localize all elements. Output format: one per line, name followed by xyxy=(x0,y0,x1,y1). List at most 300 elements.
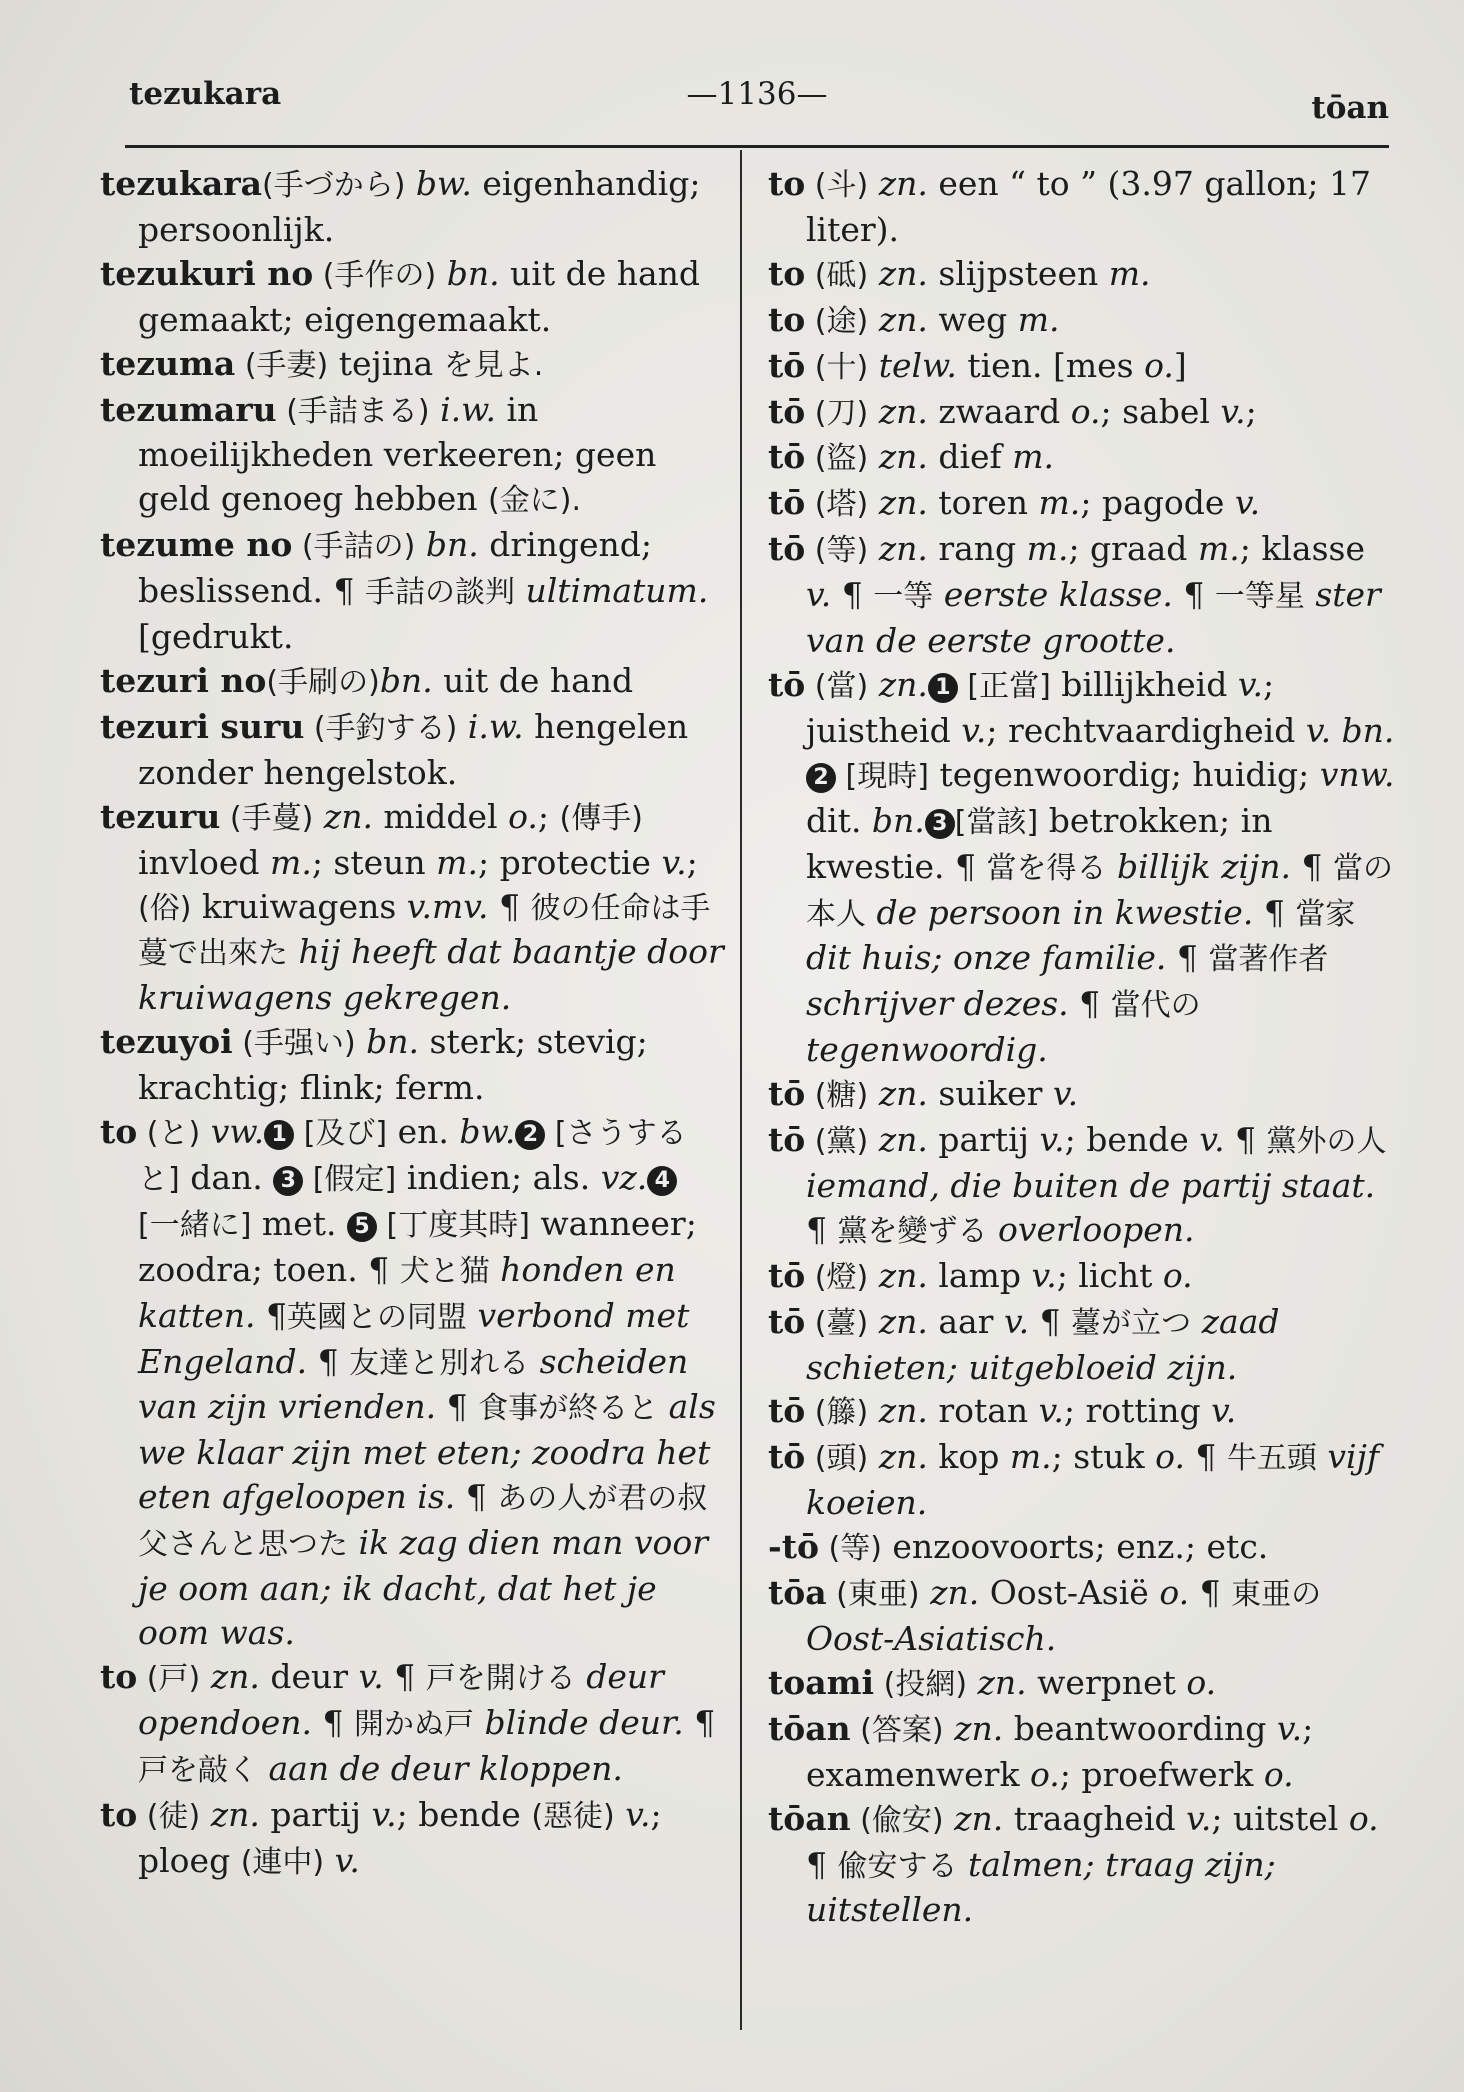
definition-text: ¶ xyxy=(307,1341,350,1381)
definition-text: enzoovoorts; enz.; etc. xyxy=(881,1527,1269,1567)
example-translation: deur opendoen. xyxy=(138,1656,664,1742)
grammar-label: v. xyxy=(324,1840,360,1880)
definition-text: rang xyxy=(927,529,1027,569)
japanese-text: 牛五頭 xyxy=(1226,1441,1317,1477)
definition-text: ; klasse xyxy=(1239,529,1365,569)
dictionary-entry xyxy=(768,298,1396,344)
grammar-label: telw. xyxy=(868,345,957,385)
japanese-text: (十) xyxy=(805,349,869,385)
definition-text: uit de hand gemaakt; eigengemaakt. xyxy=(138,253,701,339)
definition-text: en. xyxy=(387,1112,460,1152)
definition-text: billijkheid xyxy=(1050,664,1238,704)
dictionary-entry xyxy=(768,481,1396,527)
definition-text: indien; als. xyxy=(396,1157,601,1197)
grammar-label: bn. xyxy=(871,800,925,840)
headword: tezukuri no xyxy=(100,253,314,293)
grammar-label: v. xyxy=(1234,483,1261,523)
grammar-label: vz. xyxy=(600,1157,648,1197)
example-translation: overloopen. xyxy=(987,1209,1195,1249)
dictionary-entry xyxy=(768,1118,1396,1254)
japanese-text: (答案) xyxy=(850,1712,944,1748)
grammar-label: v. xyxy=(358,1656,384,1696)
definition-text: sterk; stevig; krachtig; flink; ferm. xyxy=(138,1022,648,1108)
japanese-text: (手釣する) xyxy=(304,710,458,746)
definition-text: ; bende xyxy=(1064,1120,1200,1160)
page-number: —1136— xyxy=(686,76,828,112)
japanese-text: [一緒に] xyxy=(138,1207,252,1243)
example-translation: eerste klasse. xyxy=(933,575,1173,615)
dictionary-entry xyxy=(100,659,728,705)
grammar-label: m. xyxy=(1026,529,1069,569)
definition-text: ¶ xyxy=(1291,846,1333,886)
definition-text: ¶ xyxy=(1172,575,1215,615)
grammar-label: bw. xyxy=(405,164,472,203)
japanese-text: [丁度其時] xyxy=(376,1207,530,1243)
japanese-text: (途) xyxy=(805,303,869,339)
definition-text: ; protectie xyxy=(477,842,662,882)
dictionary-entry xyxy=(768,663,1396,1072)
headword: tezuru xyxy=(100,796,221,836)
definition-text: ; steun xyxy=(311,842,437,882)
grammar-label: bn. xyxy=(379,660,433,700)
japanese-text: (手作の) xyxy=(313,257,437,293)
dictionary-entry xyxy=(768,1661,1396,1707)
dictionary-entry xyxy=(100,1793,728,1885)
dictionary-entry xyxy=(768,1525,1396,1571)
grammar-label: v. xyxy=(1186,1798,1212,1838)
japanese-text: (手刷の) xyxy=(266,664,380,700)
japanese-text: 當を得る xyxy=(986,850,1107,886)
example-translation: talmen; traag zijn; uitstellen. xyxy=(806,1844,1276,1930)
sense-number: 1 xyxy=(264,1120,294,1150)
definition-text: ¶ xyxy=(383,1656,426,1696)
headword: tezuri no xyxy=(100,660,267,700)
column-divider xyxy=(740,150,742,2030)
japanese-text: (頭) xyxy=(805,1441,869,1477)
definition-text: ¶ xyxy=(312,1702,355,1742)
grammar-label: m. xyxy=(1038,483,1081,523)
example-translation: schrijver dezes. xyxy=(806,984,1069,1024)
grammar-label: bn. xyxy=(355,1022,420,1062)
grammar-label: zn. xyxy=(868,299,928,339)
japanese-text: (盜) xyxy=(805,441,869,477)
definition-text: partij xyxy=(259,1794,372,1834)
definition-text: werpnet xyxy=(1026,1662,1187,1702)
japanese-text: [及び] xyxy=(294,1116,388,1152)
grammar-label: v. xyxy=(1038,1391,1064,1431)
example-translation: zaad schieten; uitgebloeid zijn. xyxy=(806,1301,1280,1387)
definition-text: ¶ xyxy=(1029,1301,1072,1341)
definition-text: dan. xyxy=(179,1157,274,1197)
grammar-label: o. xyxy=(1186,1662,1217,1702)
definition-text: ; xyxy=(1245,391,1257,431)
dictionary-entry xyxy=(768,1389,1396,1435)
definition-text: ; examenwerk xyxy=(806,1708,1314,1794)
sense-number: 2 xyxy=(806,763,836,793)
dictionary-entry xyxy=(768,1571,1396,1661)
definition-text: dief xyxy=(927,437,1013,477)
japanese-text: (戸) xyxy=(137,1660,201,1696)
japanese-text: 東亜の xyxy=(1231,1577,1322,1613)
grammar-label: zn. xyxy=(868,1255,928,1295)
definition-text: ¶ xyxy=(1189,1573,1232,1613)
headword: to xyxy=(100,1112,138,1152)
japanese-text: 黨を變ずる xyxy=(837,1213,988,1249)
japanese-text: 當著作者 xyxy=(1208,942,1329,978)
japanese-text: (當) xyxy=(805,668,869,704)
headword: tezumaru xyxy=(100,389,277,429)
definition-text: deur xyxy=(259,1656,359,1696)
headword: -tō xyxy=(768,1527,819,1567)
japanese-text: (手詰の) xyxy=(292,529,416,565)
japanese-text: 當代の xyxy=(1110,988,1201,1024)
grammar-label: v. xyxy=(371,1794,397,1834)
japanese-text: (惡徒) xyxy=(531,1798,615,1834)
headword: to xyxy=(100,1794,138,1834)
header-first-word: tezukara xyxy=(129,76,282,112)
example-translation: tegenwoordig. xyxy=(806,1030,1048,1070)
definition-text: tien. [mes xyxy=(956,345,1145,385)
japanese-text: 戸を開ける xyxy=(425,1660,576,1696)
grammar-label: v. xyxy=(1220,391,1246,431)
grammar-label: v. xyxy=(1276,1708,1303,1748)
grammar-label: zn. xyxy=(313,796,373,836)
japanese-text: (東亜) xyxy=(826,1577,920,1613)
example-translation: hij heeft dat baantje door kruiwagens gekregen. xyxy=(138,932,724,1018)
japanese-text: 一等星 xyxy=(1214,579,1305,615)
definition-text: slijpsteen xyxy=(927,253,1109,293)
grammar-label: o. xyxy=(1070,391,1101,431)
definition-text: lamp xyxy=(927,1255,1032,1295)
definition-text: wanneer; zoodra; toen. ¶ xyxy=(138,1203,697,1289)
dictionary-entry xyxy=(768,1707,1396,1797)
japanese-text: (連中) xyxy=(240,1844,325,1880)
grammar-label: v. xyxy=(1052,1074,1079,1114)
dictionary-entry xyxy=(100,1655,728,1793)
sense-number: 3 xyxy=(925,809,955,839)
grammar-label: o. xyxy=(1159,1573,1190,1613)
japanese-text: (斗) xyxy=(805,168,869,203)
grammar-label: zn. xyxy=(868,253,928,293)
grammar-label: bw. xyxy=(459,1112,516,1152)
grammar-label: vnw. xyxy=(1319,754,1395,794)
dictionary-entry xyxy=(768,252,1396,298)
grammar-label: zn. xyxy=(967,1662,1027,1702)
grammar-label: zn. xyxy=(868,529,928,569)
grammar-label: v. xyxy=(1031,1255,1057,1295)
japanese-text: 手詰の談判 xyxy=(364,575,515,611)
japanese-text: [さうすると] xyxy=(138,1116,687,1197)
sense-number: 3 xyxy=(273,1166,303,1196)
japanese-text: 黨外の人 xyxy=(1266,1124,1387,1160)
headword: tō xyxy=(768,1437,806,1477)
example-translation: ik zag dien man voor je oom aan; ik dacht, dat het je oom was. xyxy=(138,1523,709,1652)
dictionary-entry xyxy=(100,1020,728,1110)
headword: tezuma xyxy=(100,343,236,383)
grammar-label: v. xyxy=(1003,1301,1030,1341)
definition-text: ; uitstel xyxy=(1211,1798,1349,1838)
grammar-label: zn. xyxy=(868,664,928,704)
definition-text: ; bende xyxy=(396,1794,532,1834)
japanese-text: 偸安する xyxy=(837,1848,958,1884)
japanese-text: 彼の任命は手蔓で出來た xyxy=(138,890,711,972)
example-translation: scheiden van zijn vrienden. xyxy=(138,1341,689,1427)
example-translation: aan de deur kloppen. xyxy=(258,1748,623,1788)
grammar-label: zn. xyxy=(943,1708,1004,1748)
japanese-text: (籐) xyxy=(805,1395,869,1431)
headword: tō xyxy=(768,345,806,385)
sense-number: 1 xyxy=(928,673,958,703)
definition-text: suiker xyxy=(927,1074,1053,1114)
japanese-text: (等) xyxy=(805,533,869,569)
definition-text: ; licht xyxy=(1056,1255,1163,1295)
headword: tō xyxy=(768,391,806,431)
japanese-text: (手詰まる) xyxy=(276,393,430,429)
example-translation: honden en katten. xyxy=(138,1249,676,1335)
headword: tō xyxy=(768,1255,806,1295)
example-translation: vijf koeien. xyxy=(806,1437,1380,1523)
definition-text: ; sabel xyxy=(1100,391,1221,431)
definition-text: middel xyxy=(372,796,509,836)
headword: tō xyxy=(768,437,806,477)
headword: tō xyxy=(768,483,806,523)
headword: tezukara xyxy=(100,164,262,203)
definition-text: ; xyxy=(686,842,698,882)
japanese-text: (燈) xyxy=(805,1259,869,1295)
grammar-label: zn. xyxy=(868,164,928,203)
definition-text: ; graad xyxy=(1068,529,1198,569)
definition-text: weg xyxy=(927,299,1018,339)
dictionary-entry xyxy=(768,1300,1396,1390)
definition-text: ¶ xyxy=(1224,1120,1267,1160)
definition-text: ¶ xyxy=(1166,938,1209,978)
definition-text: beantwoording xyxy=(1003,1708,1277,1748)
japanese-text: (投網) xyxy=(874,1666,968,1702)
grammar-label: zn. xyxy=(868,1074,928,1114)
definition-text: partij xyxy=(927,1120,1040,1160)
grammar-label: zn. xyxy=(868,1120,928,1160)
japanese-text: (徒) xyxy=(137,1798,201,1834)
grammar-label: v. xyxy=(1199,1120,1225,1160)
grammar-label: zn. xyxy=(868,483,928,523)
headword: tōan xyxy=(768,1798,851,1838)
grammar-label: m. xyxy=(1009,1437,1052,1477)
headword: tezuri suru xyxy=(100,706,305,746)
grammar-label: m. xyxy=(1017,299,1060,339)
headword: to xyxy=(768,299,806,339)
dictionary-entry xyxy=(100,705,728,795)
japanese-text: 一等 xyxy=(873,579,934,615)
grammar-label: zn. xyxy=(868,1437,928,1477)
grammar-label: zn. xyxy=(943,1798,1004,1838)
japanese-text: 戸を敲く xyxy=(138,1752,258,1788)
header-last-word: tōan xyxy=(1311,90,1389,126)
dictionary-entry xyxy=(768,1072,1396,1118)
definition-text: aar xyxy=(927,1301,1004,1341)
japanese-text: (塔) xyxy=(805,487,869,523)
japanese-text: 薹が立つ xyxy=(1071,1305,1192,1341)
dictionary-entry xyxy=(768,162,1396,252)
japanese-text: [當該] xyxy=(954,804,1039,840)
dictionary-entry xyxy=(768,435,1396,481)
example-translation: dit huis; onze familie. xyxy=(806,938,1167,978)
definition-text: ¶ xyxy=(831,575,874,615)
dictionary-entry xyxy=(100,388,728,524)
dictionary-entry xyxy=(100,342,728,388)
headword: tō xyxy=(768,664,806,704)
definition-text: traagheid xyxy=(1003,1798,1187,1838)
japanese-text: (等) xyxy=(818,1531,882,1567)
dictionary-entry xyxy=(768,344,1396,390)
definition-text: ; rotting xyxy=(1063,1391,1212,1431)
headword: to xyxy=(768,253,806,293)
japanese-text: 犬と猫 xyxy=(399,1253,490,1289)
definition-text: dringend; beslissend. ¶ xyxy=(138,525,653,611)
definition-text: ; pagode xyxy=(1080,483,1235,523)
grammar-label: zn. xyxy=(919,1573,980,1613)
headword: tezume no xyxy=(100,525,293,565)
definition-text: kop xyxy=(927,1437,1010,1477)
example-translation: verbond met Engeland. xyxy=(138,1295,690,1381)
definition-text: ¶ xyxy=(1184,1437,1227,1477)
definition-text: ¶ xyxy=(436,1387,479,1427)
headword: toami xyxy=(768,1662,875,1702)
grammar-label: v. xyxy=(961,710,987,750)
dictionary-entry xyxy=(768,1254,1396,1300)
headword: tezuyoi xyxy=(100,1022,233,1062)
dictionary-entry xyxy=(768,1435,1396,1525)
japanese-text: (偸安) xyxy=(850,1802,944,1838)
example-translation: ster van de eerste grootte. xyxy=(806,575,1381,661)
definition-text: toren xyxy=(927,483,1039,523)
japanese-text: (手妻) xyxy=(235,347,329,383)
definition-text: tegenwoordig; huidig; xyxy=(928,754,1320,794)
grammar-label: i.w. xyxy=(429,389,496,429)
header-rule xyxy=(125,145,1389,148)
definition-text: eigenhandig; persoonlijk. xyxy=(138,164,701,249)
definition-text: een “ to ” (3.97 gallon; 17 liter). xyxy=(806,164,1371,249)
example-translation: de persoon in kwestie. xyxy=(866,892,1254,932)
japanese-text: (俗) xyxy=(138,890,192,926)
definition-text: Oost-Asië xyxy=(979,1573,1160,1613)
dictionary-entry xyxy=(768,390,1396,436)
japanese-text: [現時] xyxy=(836,758,929,794)
definition-text: kruiwagens xyxy=(191,886,407,926)
grammar-label: o. xyxy=(1144,345,1174,385)
grammar-label: o. xyxy=(1162,1255,1193,1295)
japanese-text: 食事が終ると xyxy=(478,1391,659,1427)
japanese-text: (糖) xyxy=(805,1078,869,1114)
headword: to xyxy=(768,164,806,203)
headword: tōa xyxy=(768,1573,827,1613)
grammar-label: v. xyxy=(661,842,687,882)
dictionary-entry xyxy=(768,527,1396,663)
grammar-label: zn. xyxy=(200,1794,260,1834)
example-translation: als we klaar zijn met eten; zoodra het eten afgeloopen is. xyxy=(138,1387,716,1517)
grammar-label: o. xyxy=(1029,1754,1060,1794)
dictionary-entry xyxy=(100,523,728,659)
grammar-label: m. xyxy=(1108,253,1151,293)
grammar-label: vw. xyxy=(200,1112,265,1152)
headword: tō xyxy=(768,1120,806,1160)
definition-text: ¶ xyxy=(488,886,531,926)
grammar-label: v. xyxy=(806,575,832,615)
definition-text: ¶ xyxy=(1068,984,1111,1024)
japanese-text: (傳手) xyxy=(559,800,643,836)
definition-text: betrokken; in kwestie. ¶ xyxy=(806,800,1273,886)
dictionary-entry xyxy=(768,1797,1396,1933)
definition-text: zwaard xyxy=(927,391,1071,431)
definition-text: in moeilijkheden verkeeren; geen geld genoeg hebben xyxy=(138,389,657,519)
sense-number: 2 xyxy=(515,1120,545,1150)
grammar-label: v. xyxy=(1211,1391,1237,1431)
definition-text: invloed xyxy=(138,842,271,882)
headword: tōan xyxy=(768,1708,851,1748)
grammar-label: m. xyxy=(1012,437,1055,477)
japanese-text: (刀) xyxy=(805,395,869,431)
grammar-label: i.w. xyxy=(457,706,524,746)
japanese-text: (金に). xyxy=(488,483,581,519)
definition-text: ¶ xyxy=(806,1844,838,1884)
grammar-label: m. xyxy=(270,842,312,882)
japanese-text: (黨) xyxy=(805,1124,869,1160)
grammar-label: bn. xyxy=(415,525,479,565)
definition-text: rotan xyxy=(927,1391,1039,1431)
grammar-label: zn. xyxy=(868,391,928,431)
dictionary-entry xyxy=(100,252,728,342)
japanese-text: (と) xyxy=(137,1116,201,1152)
japanese-text: あの人が君の叔父さんと思つた xyxy=(138,1481,708,1563)
example-translation: Oost-Asiatisch. xyxy=(806,1619,1057,1658)
grammar-label: v. xyxy=(1039,1120,1065,1160)
japanese-text: (砥) xyxy=(805,257,869,293)
headword: to xyxy=(100,1656,138,1696)
definition-text: dit. xyxy=(806,800,872,840)
dictionary-entry xyxy=(100,795,728,1021)
definition-text: hengelen zonder hengelstok. xyxy=(138,706,689,792)
japanese-text: 當の本人 xyxy=(806,850,1393,932)
headword: tō xyxy=(768,529,806,569)
grammar-label: m. xyxy=(1197,529,1240,569)
japanese-text: を見よ. xyxy=(443,347,544,383)
japanese-text: (手蔓) xyxy=(220,800,314,836)
japanese-text: (手づから) xyxy=(262,168,406,203)
definition-text: met. xyxy=(251,1203,347,1243)
grammar-label: zn. xyxy=(200,1656,260,1696)
definition-text: ¶ xyxy=(806,1209,838,1249)
right-column xyxy=(768,162,1396,1932)
sense-number: 5 xyxy=(347,1212,377,1242)
definition-text: [gedrukt. xyxy=(138,617,294,657)
definition-text: ¶ xyxy=(455,1477,498,1517)
japanese-text: 當家 xyxy=(1295,896,1356,932)
japanese-text: 開かぬ戸 xyxy=(354,1706,475,1742)
grammar-label: zn. xyxy=(868,1391,928,1431)
grammar-label: v.mv. xyxy=(406,886,489,926)
running-header xyxy=(125,72,1389,126)
grammar-label: bn. xyxy=(436,253,500,293)
example-translation: blinde deur. xyxy=(474,1702,684,1742)
japanese-text: (薹) xyxy=(805,1305,869,1341)
grammar-label: o. xyxy=(508,796,538,836)
japanese-text: 英國との同盟 xyxy=(286,1299,467,1335)
japanese-text: (手强い) xyxy=(232,1026,356,1062)
definition-text: tejina xyxy=(328,343,444,383)
grammar-label: v. xyxy=(1237,664,1264,704)
left-column xyxy=(100,162,728,1884)
definition-text: ¶ xyxy=(255,1295,287,1335)
japanese-text: [正當] xyxy=(957,668,1051,704)
